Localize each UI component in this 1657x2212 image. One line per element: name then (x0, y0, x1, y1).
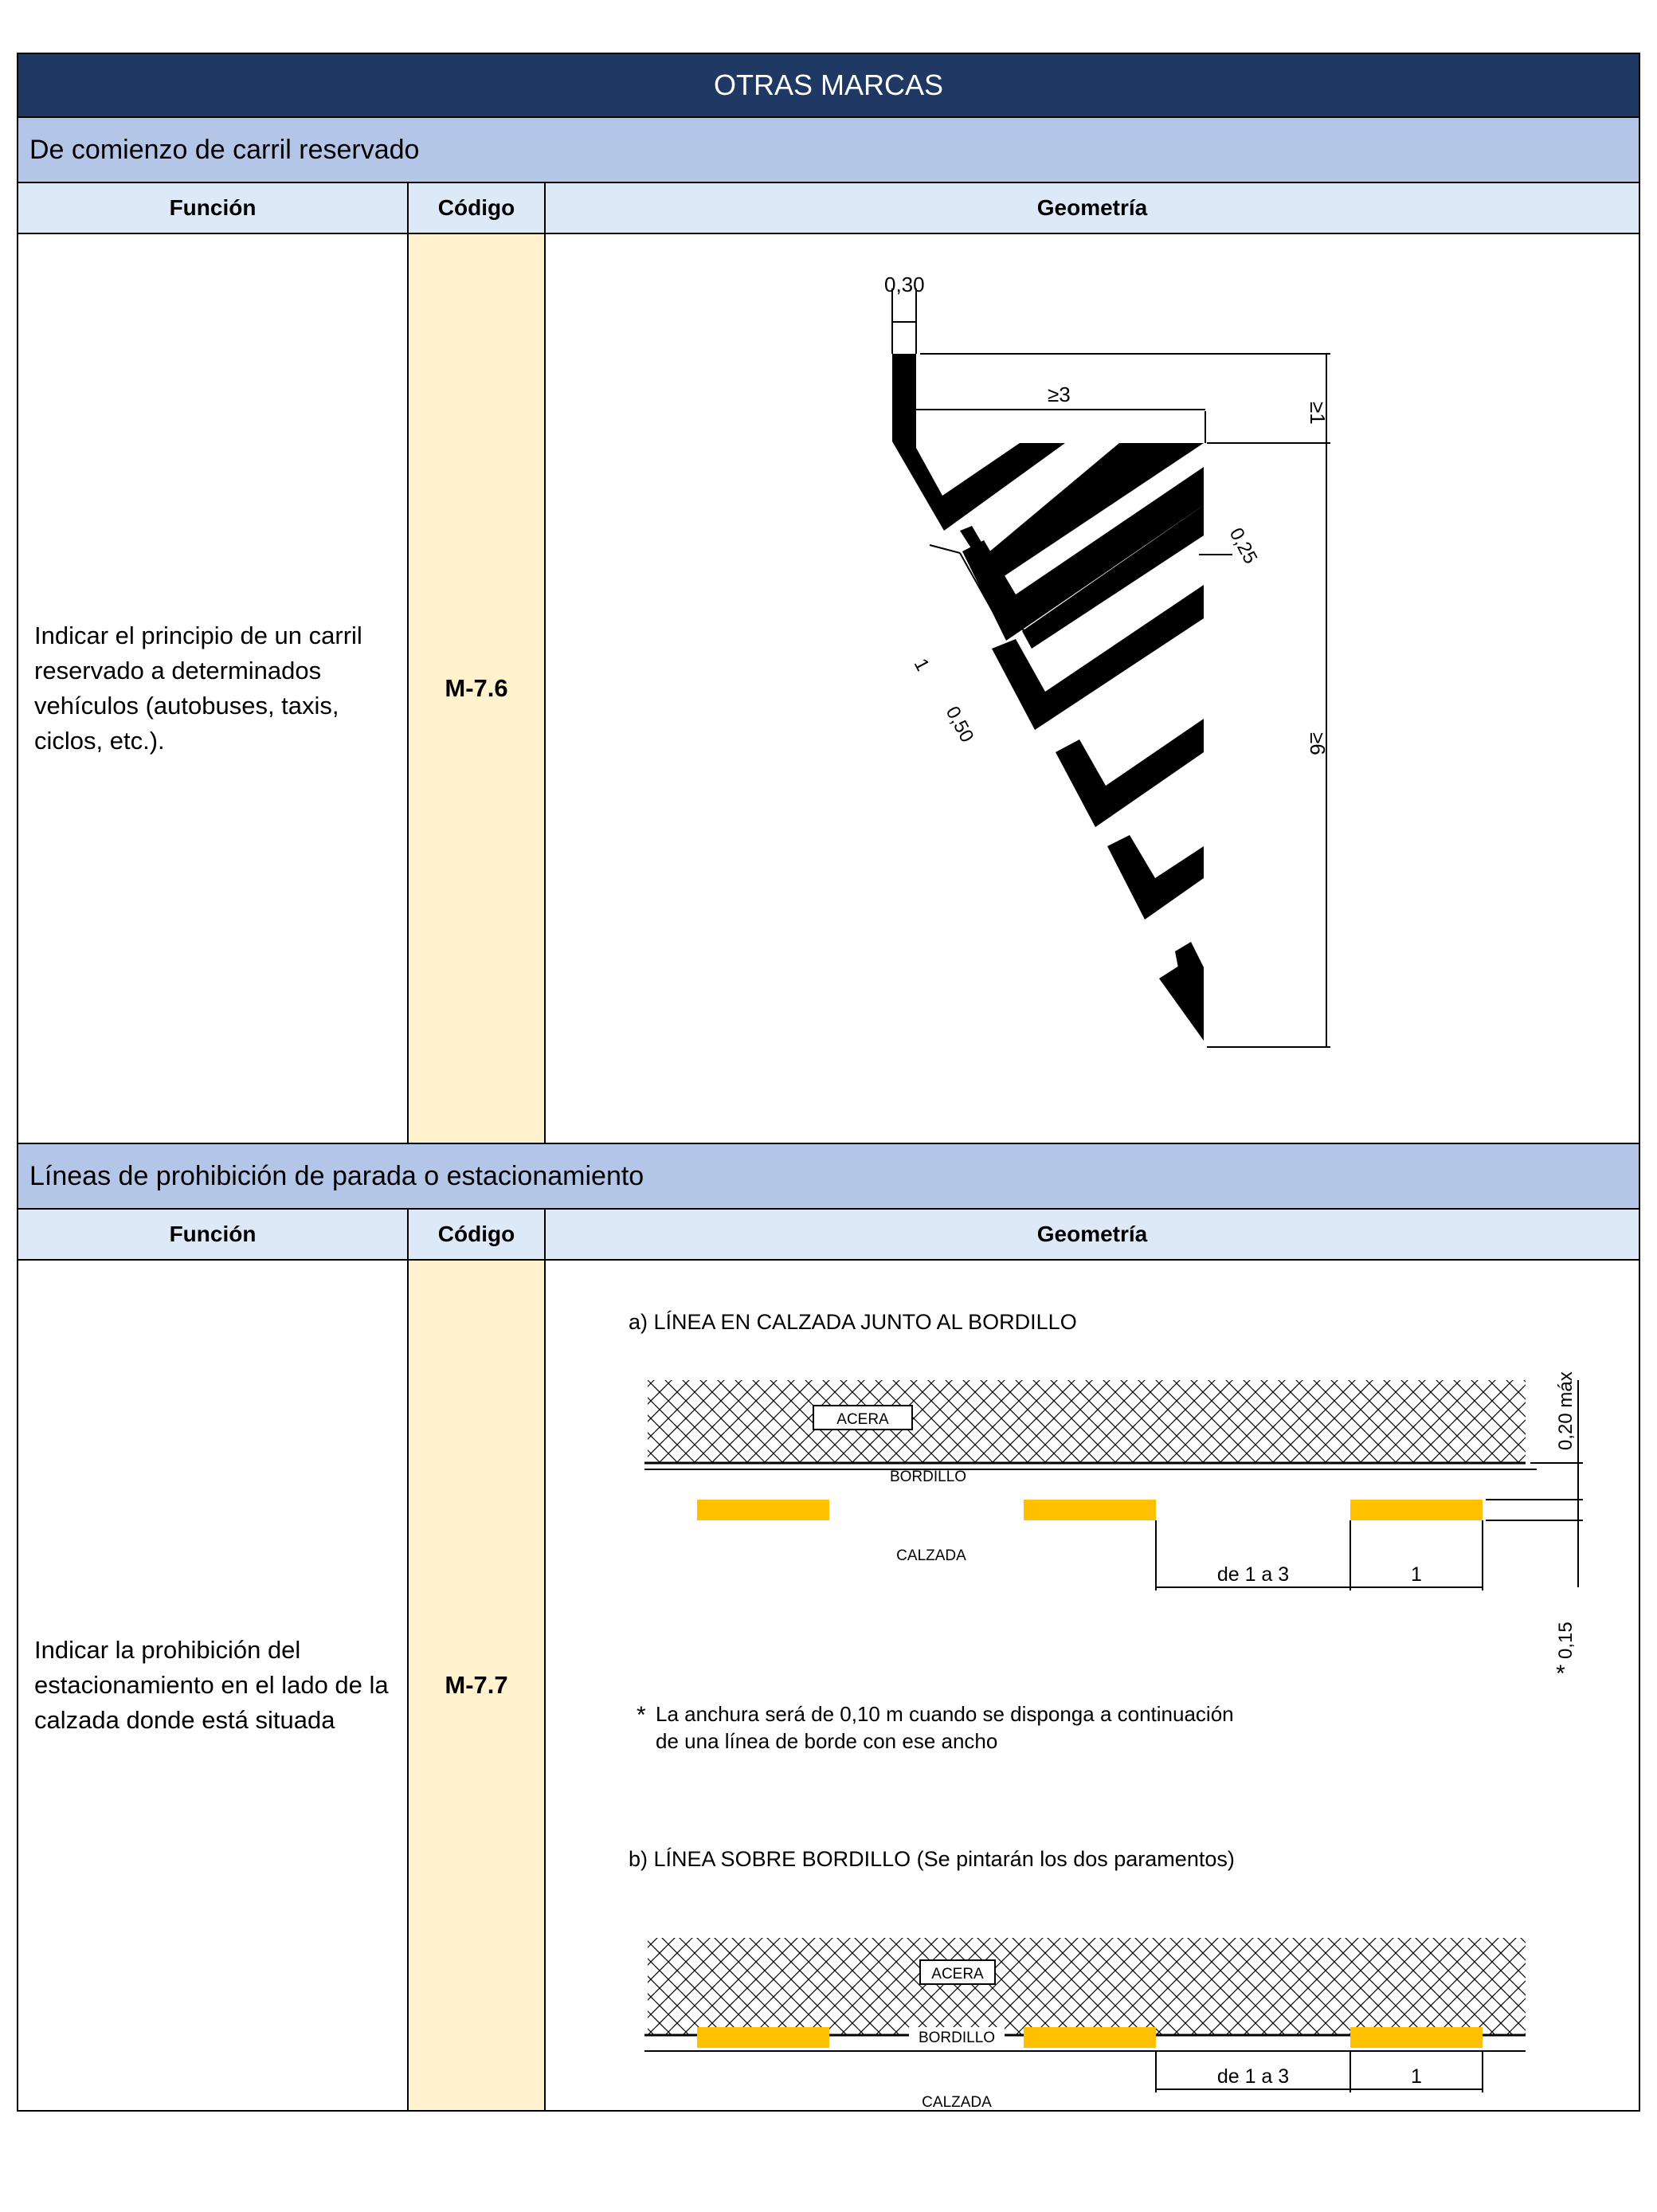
section-title-carril-reservado: De comienzo de carril reservado (17, 116, 1640, 183)
caption-b: b) LÍNEA SOBRE BORDILLO (Se pintarán los dos paramentos) (629, 1847, 1235, 1871)
col-header-funcion-2: Función (17, 1208, 409, 1261)
note-line-1: La anchura será de 0,10 m cuando se disponga a continuación (656, 1702, 1234, 1726)
note-line-2: de una línea de borde con ese ancho (656, 1729, 998, 1753)
dim-gap-b: de 1 a 3 (1216, 2065, 1290, 2088)
codigo-value-2: M-7.7 (407, 1259, 546, 2112)
geometria-diagram-m77 (544, 1259, 1640, 2112)
col-header-funcion: Función (17, 182, 409, 234)
reserved-lane-diagram (546, 234, 1639, 1143)
dim-seg-a: 1 (1411, 1563, 1422, 1586)
col-header-geometria-2: Geometría (544, 1208, 1640, 1261)
asterisk-a: * (1556, 1661, 1565, 1687)
dim-width: ≥3 (1048, 382, 1071, 406)
acera-hatch-b (648, 1938, 1526, 2035)
bordillo-label-b: BORDILLO (918, 2030, 996, 2046)
page-title: OTRAS MARCAS (17, 53, 1640, 118)
geometria-diagram-m76 (544, 233, 1640, 1144)
col-header-codigo-2: Código (407, 1208, 546, 1261)
yellow-line-segments-a (697, 1500, 1483, 1520)
yellow-line-segments-b (697, 2027, 1483, 2048)
caption-a: a) LÍNEA EN CALZADA JUNTO AL BORDILLO (629, 1310, 1077, 1334)
dim-width-a: 0,15 (1555, 1622, 1577, 1659)
section-title-prohibicion: Líneas de prohibición de parada o estacionamiento (17, 1143, 1640, 1210)
codigo-value: M-7.6 (407, 233, 546, 1144)
col-header-geometria: Geometría (544, 182, 1640, 234)
calzada-label-a: CALZADA (896, 1547, 966, 1564)
dim-gap-small: 0,50 (941, 703, 978, 747)
note-asterisk: * (637, 1702, 646, 1728)
acera-label-b: ACERA (931, 1966, 984, 1983)
no-parking-diagram (546, 1261, 1639, 2110)
dim-chevron-width: 0,25 (1224, 524, 1262, 568)
calzada-label-b: CALZADA (922, 2094, 992, 2110)
funcion-text: Indicar el principio de un carril reservado a determinados vehículos (autobuses, taxis, ciclos, etc.). (17, 233, 409, 1144)
dim-gap-a: de 1 a 3 (1216, 1563, 1290, 1586)
dim-max-a: 0,20 máx (1555, 1371, 1577, 1450)
dim-seg-b: 1 (1411, 2065, 1422, 2088)
funcion-text-2: Indicar la prohibición del estacionamiento en el lado de la calzada donde está situada (17, 1259, 409, 2112)
lane-marking-shape (892, 354, 1207, 1041)
dim-stroke-width: 0,30 (884, 273, 925, 296)
dimension-lines-b (1156, 2051, 1483, 2092)
bordillo-label-a: BORDILLO (889, 1469, 967, 1485)
dim-gap: 1 (909, 655, 934, 675)
dim-top: ≥1 (1306, 402, 1330, 425)
col-header-codigo: Código (407, 182, 546, 234)
acera-label-a: ACERA (836, 1411, 889, 1428)
acera-hatch-a (648, 1380, 1526, 1463)
dim-length: ≥6 (1306, 732, 1330, 755)
